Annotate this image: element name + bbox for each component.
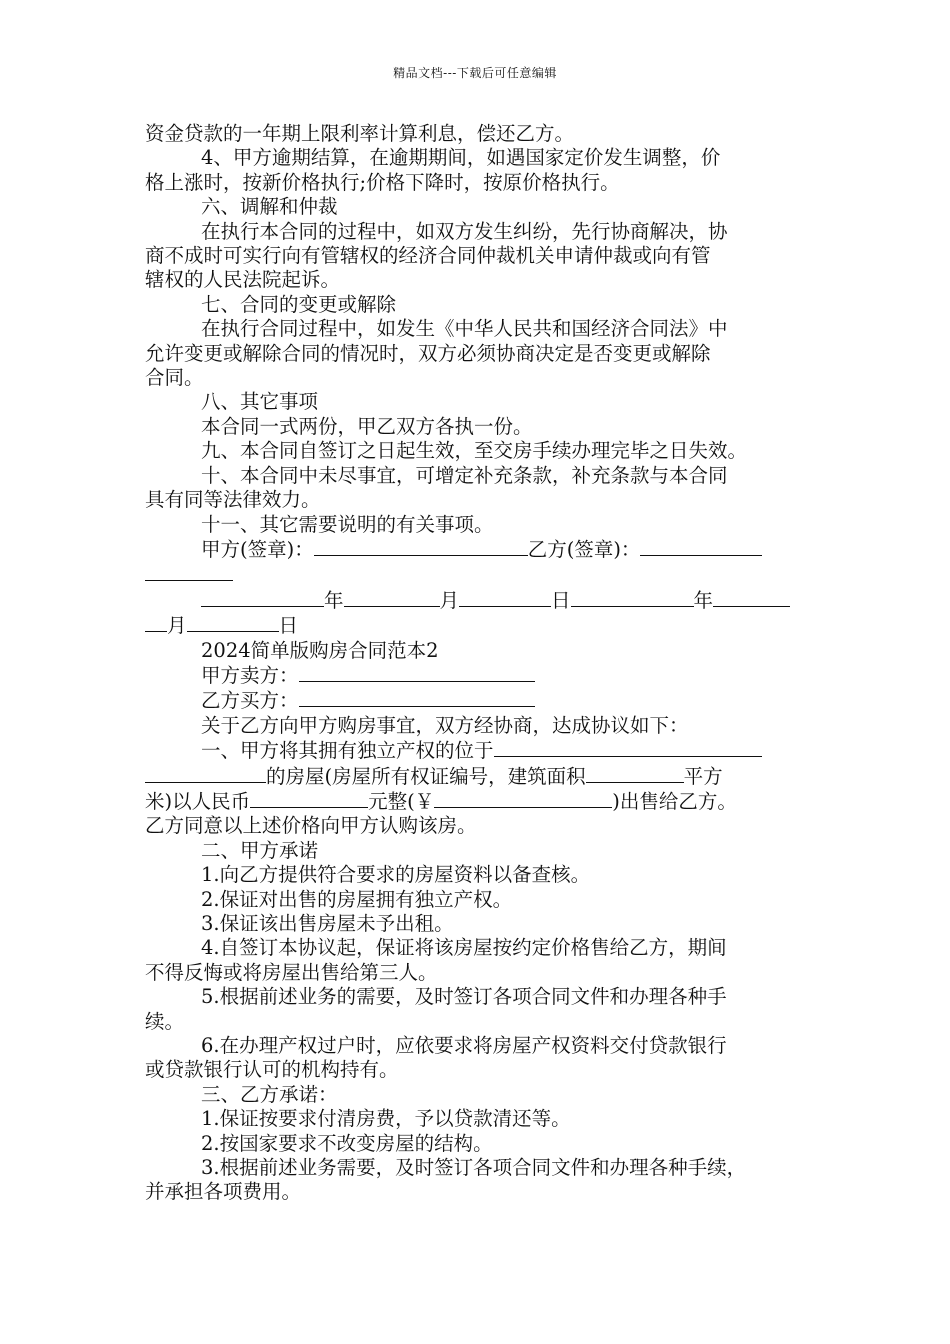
buyer-line bbox=[145, 688, 815, 713]
paragraph-line: 十一、其它需要说明的有关事项。 bbox=[201, 512, 494, 536]
signature-blank bbox=[145, 562, 233, 581]
section-heading: 六、调解和仲裁 bbox=[201, 195, 338, 219]
property-line bbox=[145, 738, 815, 763]
signature-line-continued bbox=[145, 562, 815, 587]
paragraph-line: 4、甲方逾期结算，在逾期期间，如遇国家定价发生调整，价 bbox=[201, 146, 721, 170]
price-line bbox=[145, 789, 815, 814]
price-blank bbox=[250, 789, 368, 808]
section-heading: 二、甲方承诺 bbox=[201, 838, 319, 862]
price-text: 元整(￥ bbox=[368, 789, 435, 813]
date-blank bbox=[145, 613, 167, 632]
paragraph-line: 并承担各项费用。 bbox=[145, 1180, 302, 1204]
party-b-signature-label: 乙方(签章)： bbox=[527, 537, 641, 561]
paragraph-line: 乙方同意以上述价格向甲方认购该房。 bbox=[145, 814, 477, 838]
paragraph-line: 1.向乙方提供符合要求的房屋资料以备查核。 bbox=[201, 863, 591, 887]
date-blank bbox=[344, 588, 440, 607]
date-blank bbox=[459, 588, 551, 607]
paragraph-line: 3.根据前述业务需要，及时签订各项合同文件和办理各种手续， bbox=[201, 1156, 747, 1180]
paragraph-line: 合同。 bbox=[145, 366, 204, 390]
buyer-label: 乙方买方： bbox=[201, 689, 299, 713]
paragraph-line: 3.保证该出售房屋未予出租。 bbox=[201, 912, 454, 935]
day-label: 日 bbox=[551, 588, 571, 612]
paragraph-line: 不得反悔或将房屋出售给第三人。 bbox=[145, 960, 438, 984]
paragraph-line: 续。 bbox=[145, 1009, 185, 1033]
party-b-signature-blank bbox=[640, 537, 762, 556]
paragraph-line: 具有同等法律效力。 bbox=[145, 488, 321, 512]
section-heading: 八、其它事项 bbox=[201, 390, 319, 414]
date-blank bbox=[201, 588, 324, 607]
property-text: 一、甲方将其拥有独立产权的位于 bbox=[201, 739, 494, 763]
page-header: 精品文档---下载后可任意编辑 bbox=[393, 66, 557, 80]
document-body bbox=[145, 122, 815, 1205]
paragraph-line: 在执行本合同的过程中，如双方发生纠纷，先行协商解决，协 bbox=[201, 219, 728, 243]
section-heading: 七、合同的变更或解除 bbox=[201, 292, 397, 316]
seller-label: 甲方卖方： bbox=[201, 663, 299, 687]
paragraph-line: 资金贷款的一年期上限利率计算利息，偿还乙方。 bbox=[145, 122, 575, 145]
price-figure-blank bbox=[434, 789, 612, 808]
paragraph-line: 辖权的人民法院起诉。 bbox=[145, 268, 341, 292]
date-line-continued bbox=[145, 613, 815, 638]
paragraph-line: 商不成时可实行向有管辖权的经济合同仲裁机关申请仲裁或向有管 bbox=[145, 244, 711, 268]
property-location-blank bbox=[494, 738, 762, 757]
paragraph-line: 或贷款银行认可的机构持有。 bbox=[145, 1058, 399, 1082]
paragraph-line: 2.保证对出售的房屋拥有独立产权。 bbox=[201, 887, 513, 911]
date-blank bbox=[187, 613, 279, 632]
area-unit: 平方 bbox=[683, 764, 723, 788]
paragraph-line: 允许变更或解除合同的情况时，双方必须协商决定是否变更或解除 bbox=[145, 341, 711, 365]
property-location-blank bbox=[145, 764, 266, 783]
buyer-blank bbox=[299, 688, 535, 707]
date-blank bbox=[571, 588, 694, 607]
seller-blank bbox=[299, 663, 535, 682]
paragraph-line: 格上涨时，按新价格执行;价格下降时，按原价格执行。 bbox=[145, 170, 620, 194]
party-a-signature-label: 甲方(签章)： bbox=[201, 537, 314, 561]
price-text: )出售给乙方。 bbox=[612, 789, 737, 813]
paragraph-line: 1.保证按要求付清房费，予以贷款清还等。 bbox=[201, 1107, 571, 1131]
year-label: 年 bbox=[693, 588, 714, 612]
paragraph-line: 4.自签订本协议起，保证将该房屋按约定价格售给乙方，期间 bbox=[201, 936, 727, 960]
section-heading: 三、乙方承诺： bbox=[201, 1082, 338, 1106]
paragraph-line: 2.按国家要求不改变房屋的结构。 bbox=[201, 1131, 493, 1155]
day-label: 日 bbox=[278, 614, 299, 638]
paragraph-line: 在执行合同过程中，如发生《中华人民共和国经济合同法》中 bbox=[201, 317, 728, 341]
area-blank bbox=[586, 764, 684, 783]
seller-line bbox=[145, 663, 815, 688]
signature-line bbox=[145, 537, 815, 562]
price-text: 米)以人民币 bbox=[145, 789, 251, 813]
document-title: 2024简单版购房合同范本2 bbox=[201, 638, 439, 662]
paragraph-line: 5.根据前述业务的需要，及时签订各项合同文件和办理各种手 bbox=[201, 985, 727, 1009]
paragraph-line: 十、本合同中未尽事宜，可增定补充条款，补充条款与本合同 bbox=[201, 463, 728, 487]
year-label: 年 bbox=[324, 588, 344, 612]
month-label: 月 bbox=[439, 588, 460, 612]
paragraph-line: 九、本合同自签订之日起生效，至交房手续办理完毕之日失效。 bbox=[201, 439, 748, 463]
property-text: 的房屋(房屋所有权证编号，建筑面积 bbox=[266, 764, 586, 788]
month-label: 月 bbox=[167, 614, 187, 638]
paragraph-line: 关于乙方向甲方购房事宜，双方经协商，达成协议如下： bbox=[201, 713, 689, 737]
party-a-signature-blank bbox=[314, 537, 528, 556]
paragraph-line: 6.在办理产权过户时，应依要求将房屋产权资料交付贷款银行 bbox=[201, 1034, 727, 1058]
paragraph-line: 本合同一式两份，甲乙双方各执一份。 bbox=[201, 414, 533, 438]
date-blank bbox=[713, 588, 790, 607]
property-line bbox=[145, 764, 815, 789]
date-line bbox=[145, 588, 815, 613]
